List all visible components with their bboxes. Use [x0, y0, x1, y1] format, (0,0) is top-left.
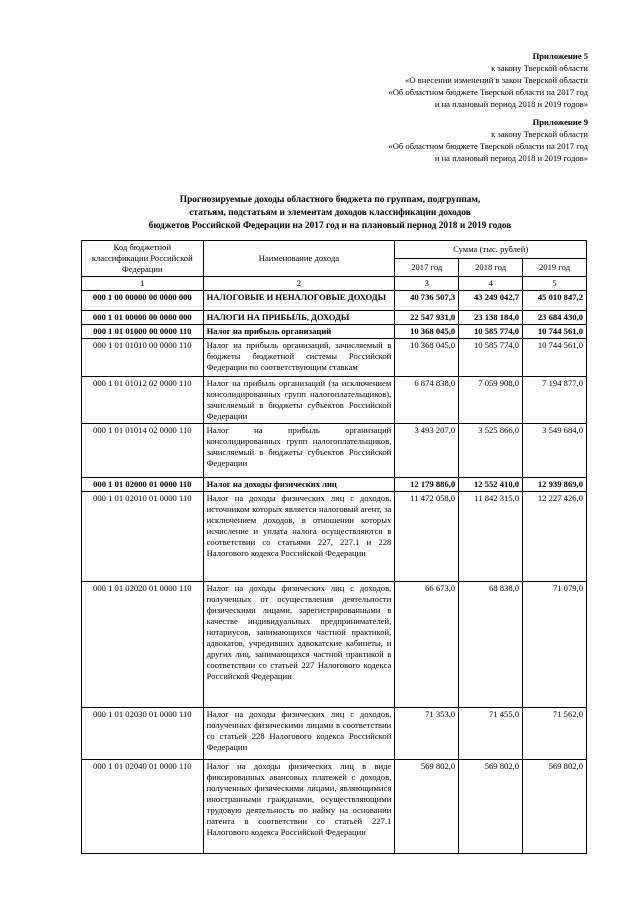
column-number: 5: [523, 277, 587, 291]
appendix-5-block: [388, 50, 588, 110]
row-value-2018: 43 249 042,7: [459, 291, 523, 311]
row-value-2019: 23 684 430,0: [523, 311, 587, 325]
row-value-2018: 23 138 184,0: [459, 311, 523, 325]
row-name: Налог на доходы физических лиц с доходов, полученных физическими лицами в соответствии со статьей 228 Налогового кодекса Российской Федерации: [203, 708, 395, 760]
row-code: 000 1 01 01012 02 0000 110: [82, 377, 204, 424]
header-name: Наименование дохода: [203, 241, 395, 277]
appendix-5-line: «Об областном бюджете Тверской области на 2017 год: [388, 87, 588, 97]
row-name: Налог на прибыль организаций консолидированных групп налогоплательщиков, зачисляемый в бюджеты субъектов Российской Федерации: [203, 424, 395, 478]
table-row: [82, 377, 587, 424]
table-row: [82, 325, 587, 339]
row-value-2018: 569 802,0: [459, 760, 523, 854]
row-name: Налог на прибыль организаций, зачисляемый в бюджеты бюджетной системы Российской Федерации по соответствующим ставкам: [203, 339, 395, 377]
table-row: [82, 708, 587, 760]
row-code: 000 1 01 02040 01 0000 110: [82, 760, 204, 854]
row-value-2018: 12 552 410,0: [459, 478, 523, 492]
row-value-2017: 10 368 045,0: [395, 325, 459, 339]
row-value-2018: 10 585 774,0: [459, 325, 523, 339]
row-value-2019: 71 562,0: [523, 708, 587, 760]
column-number: 4: [459, 277, 523, 291]
row-value-2018: 3 525 866,0: [459, 424, 523, 478]
row-code: 000 1 01 02030 01 0000 110: [82, 708, 204, 760]
row-code: 000 1 01 02000 01 0000 110: [82, 478, 204, 492]
row-name: НАЛОГОВЫЕ И НЕНАЛОГОВЫЕ ДОХОДЫ: [203, 291, 395, 311]
table-row: [82, 311, 587, 325]
header-sum: Сумма (тыс. рублей): [395, 241, 587, 259]
row-value-2019: 7 194 877,0: [523, 377, 587, 424]
row-value-2017: 10 368 045,0: [395, 339, 459, 377]
row-value-2018: 71 455,0: [459, 708, 523, 760]
row-value-2017: 3 493 207,0: [395, 424, 459, 478]
row-code: 000 1 01 02010 01 0000 110: [82, 492, 204, 582]
table-row: [82, 760, 587, 854]
row-value-2018: 11 842 315,0: [459, 492, 523, 582]
header-code: Код бюджетной классификации Российской Федерации: [82, 241, 204, 277]
row-value-2017: 40 736 507,3: [395, 291, 459, 311]
appendix-9-block: [388, 116, 588, 164]
row-value-2017: 71 353,0: [395, 708, 459, 760]
row-value-2017: 6 874 838,0: [395, 377, 459, 424]
revenue-table: [81, 240, 587, 854]
row-value-2019: 45 010 847,2: [523, 291, 587, 311]
header-year-2017: 2017 год: [395, 259, 459, 277]
row-value-2017: 12 179 886,0: [395, 478, 459, 492]
appendix-5-line: «О внесении изменений в закон Тверской области: [405, 75, 588, 85]
row-name: Налог на прибыль организаций (за исключением консолидированных групп налогоплательщиков), зачисляемый в бюджеты субъектов Российской Федерации: [203, 377, 395, 424]
table-row: [82, 339, 587, 377]
heading-line: бюджетов Российской Федерации на 2017 год и на плановый период 2018 и 2019 годов: [148, 221, 512, 231]
row-code: 000 1 01 00000 00 0000 000: [82, 311, 204, 325]
row-value-2017: 66 673,0: [395, 582, 459, 708]
appendix-9-line: и на плановый период 2018 и 2019 годов»: [434, 153, 588, 163]
header-year-2019: 2019 год: [523, 259, 587, 277]
column-number: 1: [82, 277, 204, 291]
row-value-2017: 11 472 058,0: [395, 492, 459, 582]
row-code: 000 1 01 01014 02 0000 110: [82, 424, 204, 478]
table-row: [82, 424, 587, 478]
row-value-2019: 10 744 561,0: [523, 339, 587, 377]
row-value-2019: 12 227 426,0: [523, 492, 587, 582]
column-number: 2: [203, 277, 395, 291]
heading-line: статьям, подстатьям и элементам доходов классификации доходов: [189, 208, 471, 218]
header-year-2018: 2018 год: [459, 259, 523, 277]
row-value-2019: 12 939 869,0: [523, 478, 587, 492]
row-value-2018: 68 838,0: [459, 582, 523, 708]
row-value-2019: 3 549 684,0: [523, 424, 587, 478]
row-name: Налог на доходы физических лиц с доходов, полученных от осуществления деятельности физическими лицами, зарегистрированными в качестве индивидуальных предпринимателей, нотариусов, занимающихся частной практикой, адвокатов, учредивших адвокатские кабинеты, и других лиц, занимающихся частной практикой в соответствии со статьей 227 Налогового кодекса Российской Федерации: [203, 582, 395, 708]
row-value-2017: 569 802,0: [395, 760, 459, 854]
row-value-2019: 71 079,0: [523, 582, 587, 708]
table-row: [82, 492, 587, 582]
row-code: 000 1 01 02020 01 0000 110: [82, 582, 204, 708]
row-value-2019: 569 802,0: [523, 760, 587, 854]
appendix-5-line: и на плановый период 2018 и 2019 годов»: [434, 99, 588, 109]
table-row: [82, 291, 587, 311]
row-name: Налог на доходы физических лиц: [203, 478, 395, 492]
row-code: 000 1 01 01010 00 0000 110: [82, 339, 204, 377]
row-code: 000 1 00 00000 00 0000 000: [82, 291, 204, 311]
row-name: Налог на доходы физических лиц с доходов, источником которых является налоговый агент, за исключением доходов, в отношении которых исчисление и уплата налога осуществляются в соответствии со статьями 227, 227.1 и 228 Налогового кодекса Российской Федерации: [203, 492, 395, 582]
row-value-2018: 7 059 908,0: [459, 377, 523, 424]
row-value-2017: 22 547 931,0: [395, 311, 459, 325]
appendix-5-title: Приложение 5: [532, 51, 588, 61]
appendix-9-title: Приложение 9: [532, 117, 588, 127]
document-heading: [100, 194, 560, 233]
column-number: 3: [395, 277, 459, 291]
row-name: НАЛОГИ НА ПРИБЫЛЬ, ДОХОДЫ: [203, 311, 395, 325]
row-value-2018: 10 585 774,0: [459, 339, 523, 377]
column-numbers-row: [82, 277, 587, 291]
table-header-row: [82, 241, 587, 259]
row-code: 000 1 01 01000 00 0000 110: [82, 325, 204, 339]
table-row: [82, 478, 587, 492]
table-row: [82, 582, 587, 708]
row-name: Налог на доходы физических лиц в виде фиксированных авансовых платежей с доходов, полученных физическими лицами, являющимися иностранными гражданами, осуществляющими трудовую деятельность по найму на основании патента в соответствии со статьей 227.1 Налогового кодекса Российской Федерации: [203, 760, 395, 854]
appendix-9-line: к закону Тверской области: [491, 129, 588, 139]
appendix-9-line: «Об областном бюджете Тверской области на 2017 год: [388, 141, 588, 151]
heading-line: Прогнозируемые доходы областного бюджета по группам, подгруппам,: [179, 195, 481, 205]
row-value-2019: 10 744 561,0: [523, 325, 587, 339]
row-name: Налог на прибыль организаций: [203, 325, 395, 339]
appendix-5-line: к закону Тверской области: [491, 63, 588, 73]
